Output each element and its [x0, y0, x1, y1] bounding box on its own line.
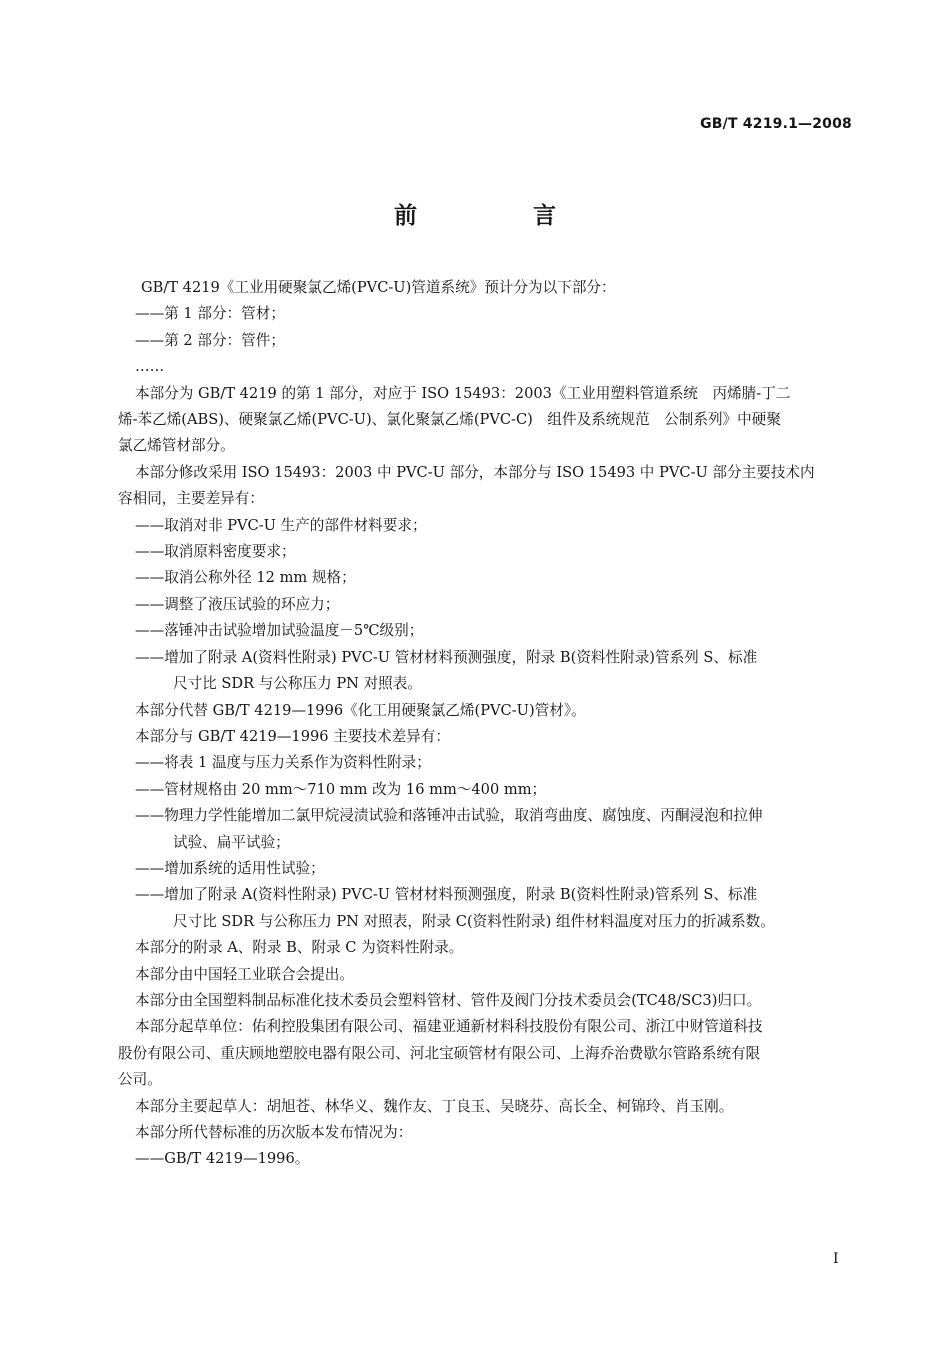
list-item-continuation: 尺寸比 SDR 与公称压力 PN 对照表，附录 C(资料性附录) 组件材料温度对压力的折减系数。: [173, 912, 775, 930]
list-item: ——调整了液压试验的环应力；: [135, 595, 340, 613]
text-line: 本部分修改采用 ISO 15493：2003 中 PVC-U 部分，本部分与 ISO 15493 中 PVC-U 部分主要技术内: [135, 463, 815, 481]
text-line: 本部分为 GB/T 4219 的第 1 部分，对应于 ISO 15493：2003《工业用塑料管道系统 丙烯腈-丁二: [135, 384, 791, 402]
list-item-continuation: 尺寸比 SDR 与公称压力 PN 对照表。: [173, 675, 422, 693]
text-line: 本部分代替 GB/T 4219—1996《化工用硬聚氯乙烯(PVC-U)管材》。: [135, 701, 586, 719]
list-item: ——取消对非 PVC-U 生产的部件材料要求；: [135, 516, 427, 534]
list-item: ——增加系统的适用性试验；: [135, 859, 325, 877]
list-item: ——将表 1 温度与压力关系作为资料性附录；: [135, 754, 431, 772]
foreword-body: [118, 275, 851, 1173]
text-line: 本部分由全国塑料制品标准化技术委员会塑料管材、管件及阀门分技术委员会(TC48/SC3)归口。: [135, 991, 762, 1009]
page-number: I: [833, 1251, 839, 1267]
ellipsis: ……: [135, 358, 165, 376]
list-item: ——增加了附录 A(资料性附录) PVC-U 管材材料预测强度，附录 B(资料性附录)管系列 S、标准: [135, 886, 758, 904]
list-item: ——第 1 部分：管材；: [135, 305, 285, 323]
text-line: 容相同，主要差异有：: [118, 490, 264, 508]
list-item-continuation: 试验、扁平试验；: [173, 833, 290, 851]
list-item: ——物理力学性能增加二氯甲烷浸渍试验和落锤冲击试验，取消弯曲度、腐蚀度、丙酮浸泡和拉伸: [135, 807, 763, 825]
list-item: ——GB/T 4219—1996。: [135, 1150, 310, 1168]
text-line: 烯-苯乙烯(ABS)、硬聚氯乙烯(PVC-U)、氯化聚氯乙烯(PVC-C) 组件及系统规范 公制系列》中硬聚: [118, 411, 781, 429]
list-item: ——取消原料密度要求；: [135, 543, 296, 561]
text-line: 本部分的附录 A、附录 B、附录 C 为资料性附录。: [135, 939, 464, 957]
text-line: 本部分起草单位：佑利控股集团有限公司、福建亚通新材料科技股份有限公司、浙江中财管道科技: [135, 1018, 763, 1036]
text-line: 股份有限公司、重庆顾地塑胶电器有限公司、河北宝硕管材有限公司、上海乔治费歇尔管路系统有限: [118, 1044, 761, 1062]
list-item: ——取消公称外径 12 mm 规格；: [135, 569, 356, 587]
text-line: 公司。: [118, 1071, 162, 1089]
page-title: 前 言: [393, 203, 610, 229]
text-line: GB/T 4219《工业用硬聚氯乙烯(PVC-U)管道系统》预计分为以下部分：: [141, 279, 616, 296]
standard-code: GB/T 4219.1—2008: [700, 116, 852, 132]
list-item: ——第 2 部分：管件；: [135, 331, 285, 349]
text-line: 本部分主要起草人：胡旭苍、林华义、魏作友、丁良玉、吴晓芬、高长全、柯锦玲、肖玉刚。: [135, 1097, 734, 1115]
list-item: ——增加了附录 A(资料性附录) PVC-U 管材材料预测强度，附录 B(资料性附录)管系列 S、标准: [135, 648, 758, 666]
text-line: 本部分所代替标准的历次版本发布情况为：: [135, 1124, 413, 1141]
text-line: 本部分由中国轻工业联合会提出。: [135, 965, 354, 983]
list-item: ——落锤冲击试验增加试验温度－5℃级别；: [135, 622, 424, 640]
text-line: 氯乙烯管材部分。: [118, 437, 235, 455]
text-line: 本部分与 GB/T 4219—1996 主要技术差异有：: [135, 727, 450, 745]
list-item: ——管材规格由 20 mm～710 mm 改为 16 mm～400 mm；: [135, 780, 547, 798]
